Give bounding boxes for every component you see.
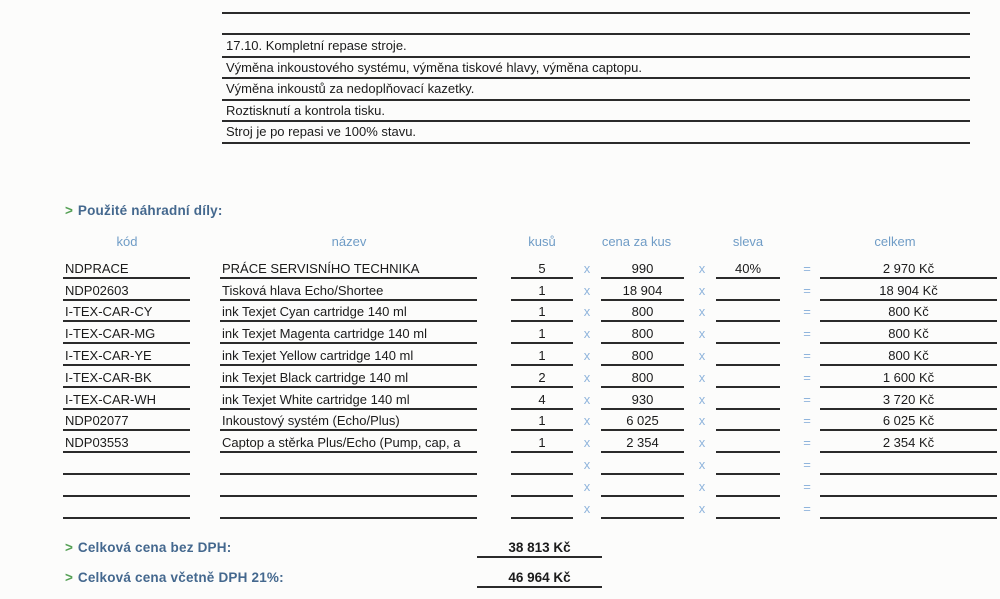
multiply-sign: x xyxy=(698,347,706,363)
part-unit-price: 18 904 xyxy=(622,282,663,298)
work-note-line: Výměna inkoustového systému, výměna tiskové hlavy, výměna captopu. xyxy=(222,58,970,80)
multiply-sign: x xyxy=(698,435,706,451)
part-row xyxy=(0,257,1000,279)
multiply-sign: x xyxy=(698,391,706,407)
part-row xyxy=(0,322,1000,344)
part-unit-price: 800 xyxy=(631,326,654,342)
part-name: ink Texjet Cyan cartridge 140 ml xyxy=(222,304,407,320)
part-qty: 1 xyxy=(538,413,546,429)
part-total: 800 Kč xyxy=(888,304,929,320)
equals-sign: = xyxy=(803,369,811,385)
part-row xyxy=(0,344,1000,366)
equals-sign: = xyxy=(803,456,811,472)
part-name: ink Texjet Black cartridge 140 ml xyxy=(222,369,409,385)
part-unit-price: 930 xyxy=(631,391,654,407)
horizontal-rule xyxy=(222,12,970,14)
part-name: ink Texjet Magenta cartridge 140 ml xyxy=(222,326,427,342)
total-underline xyxy=(820,517,997,519)
work-note-line: Stroj je po repasi ve 100% stavu. xyxy=(222,122,970,144)
part-name: ink Texjet Yellow cartridge 140 ml xyxy=(222,347,414,363)
qty-underline xyxy=(511,517,573,519)
equals-sign: = xyxy=(803,304,811,320)
part-unit-price: 800 xyxy=(631,304,654,320)
spare-parts-section-title xyxy=(65,203,223,218)
part-qty: 4 xyxy=(538,391,546,407)
multiply-sign: x xyxy=(698,500,706,516)
part-qty: 1 xyxy=(538,435,546,451)
horizontal-rule xyxy=(222,33,970,35)
column-header-code: kód xyxy=(116,234,138,249)
multiply-sign: x xyxy=(583,304,591,320)
part-qty: 2 xyxy=(538,369,546,385)
part-discount: 40% xyxy=(734,260,762,276)
multiply-sign: x xyxy=(583,478,591,494)
part-total: 18 904 Kč xyxy=(879,282,938,298)
multiply-sign: x xyxy=(698,260,706,276)
equals-sign: = xyxy=(803,413,811,429)
equals-sign: = xyxy=(803,347,811,363)
equals-sign: = xyxy=(803,260,811,276)
part-row xyxy=(0,388,1000,410)
total-excl-vat-label: > Celková cena bez DPH: xyxy=(65,540,232,555)
part-qty: 1 xyxy=(538,347,546,363)
multiply-sign: x xyxy=(583,435,591,451)
part-code: NDP02077 xyxy=(65,413,129,429)
total-incl-vat-row xyxy=(0,564,1000,588)
column-header-qty: kusů xyxy=(528,234,556,249)
part-total: 1 600 Kč xyxy=(882,369,935,385)
part-qty: 1 xyxy=(538,282,546,298)
part-total: 6 025 Kč xyxy=(882,413,935,429)
part-unit-price: 800 xyxy=(631,369,654,385)
parts-rows xyxy=(0,257,1000,519)
discount-underline xyxy=(716,517,780,519)
multiply-sign: x xyxy=(698,478,706,494)
part-qty: 1 xyxy=(538,304,546,320)
green-arrow-marker: > xyxy=(65,203,73,218)
total-excl-vat-row xyxy=(0,534,1000,558)
multiply-sign: x xyxy=(583,326,591,342)
part-row xyxy=(0,410,1000,432)
part-total: 800 Kč xyxy=(888,326,929,342)
column-header-total: celkem xyxy=(874,234,916,249)
code-underline xyxy=(63,517,190,519)
equals-sign: = xyxy=(803,435,811,451)
multiply-sign: x xyxy=(583,260,591,276)
part-code: I-TEX-CAR-BK xyxy=(65,369,152,385)
part-name: PRÁCE SERVISNÍHO TECHNIKA xyxy=(222,260,420,276)
total-excl-vat-value: 38 813 Kč xyxy=(508,540,571,555)
section-title-text: Použité náhradní díly: xyxy=(77,203,223,218)
equals-sign: = xyxy=(803,478,811,494)
multiply-sign: x xyxy=(698,413,706,429)
part-name: Captop a stěrka Plus/Echo (Pump, cap, a xyxy=(222,435,461,451)
part-code: NDPRACE xyxy=(65,260,129,276)
multiply-sign: x xyxy=(698,369,706,385)
multiply-sign: x xyxy=(698,326,706,342)
multiply-sign: x xyxy=(698,304,706,320)
total-value-underline xyxy=(477,556,602,558)
price-underline xyxy=(601,517,684,519)
part-total: 800 Kč xyxy=(888,347,929,363)
equals-sign: = xyxy=(803,391,811,407)
part-name: ink Texjet White cartridge 140 ml xyxy=(222,391,410,407)
parts-table-header xyxy=(0,234,1000,252)
part-row xyxy=(0,366,1000,388)
multiply-sign: x xyxy=(583,391,591,407)
part-unit-price: 2 354 xyxy=(626,435,659,451)
work-description-section xyxy=(222,0,970,150)
equals-sign: = xyxy=(803,326,811,342)
multiply-sign: x xyxy=(583,282,591,298)
part-row xyxy=(0,301,1000,323)
column-header-discount: sleva xyxy=(732,234,764,249)
work-note-line: Roztisknutí a kontrola tisku. xyxy=(222,101,970,123)
part-unit-price: 990 xyxy=(631,260,654,276)
part-unit-price: 800 xyxy=(631,347,654,363)
work-note-line: 17.10. Kompletní repase stroje. xyxy=(222,36,970,58)
part-total: 2 970 Kč xyxy=(882,260,935,276)
multiply-sign: x xyxy=(583,369,591,385)
part-row xyxy=(0,279,1000,301)
part-row xyxy=(0,453,1000,475)
part-code: NDP03553 xyxy=(65,435,129,451)
multiply-sign: x xyxy=(583,347,591,363)
part-qty: 1 xyxy=(538,326,546,342)
part-total: 2 354 Kč xyxy=(882,435,935,451)
part-code: NDP02603 xyxy=(65,282,129,298)
part-name: Tisková hlava Echo/Shortee xyxy=(222,282,384,298)
part-code: I-TEX-CAR-YE xyxy=(65,347,152,363)
part-row xyxy=(0,475,1000,497)
equals-sign: = xyxy=(803,282,811,298)
green-arrow-marker: > xyxy=(65,540,73,555)
multiply-sign: x xyxy=(583,456,591,472)
total-value-underline xyxy=(477,586,602,588)
name-underline xyxy=(220,517,477,519)
part-code: I-TEX-CAR-WH xyxy=(65,391,156,407)
multiply-sign: x xyxy=(583,413,591,429)
column-header-name: název xyxy=(331,234,367,249)
part-code: I-TEX-CAR-CY xyxy=(65,304,153,320)
part-total: 3 720 Kč xyxy=(882,391,935,407)
part-name: Inkoustový systém (Echo/Plus) xyxy=(222,413,400,429)
total-incl-vat-label: > Celková cena včetně DPH 21%: xyxy=(65,570,284,585)
part-row xyxy=(0,497,1000,519)
multiply-sign: x xyxy=(583,500,591,516)
work-note-line: Výměna inkoustů za nedoplňovací kazetky. xyxy=(222,79,970,101)
part-qty: 5 xyxy=(538,260,546,276)
part-row xyxy=(0,431,1000,453)
part-code: I-TEX-CAR-MG xyxy=(65,326,156,342)
part-unit-price: 6 025 xyxy=(626,413,659,429)
total-incl-vat-value: 46 964 Kč xyxy=(508,570,571,585)
equals-sign: = xyxy=(803,500,811,516)
multiply-sign: x xyxy=(698,282,706,298)
column-header-unit-price: cena za kus xyxy=(601,234,672,249)
multiply-sign: x xyxy=(698,456,706,472)
green-arrow-marker: > xyxy=(65,570,73,585)
